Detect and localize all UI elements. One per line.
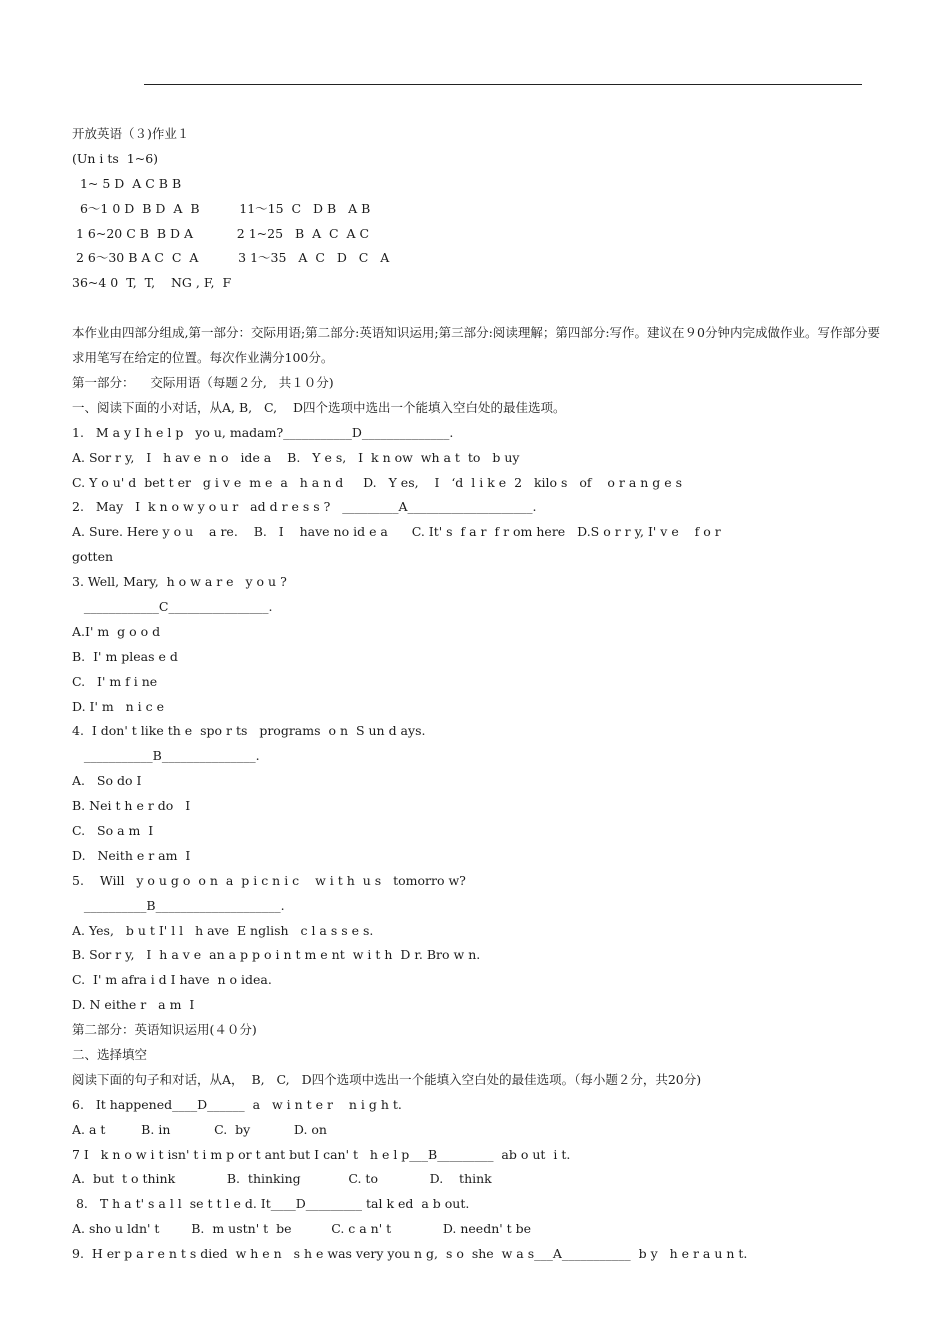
question-line: D. N eithe r a m I [72, 997, 195, 1013]
part2-title: 第二部分：英语知识运用(４０分) [72, 1022, 257, 1038]
part1-questions [72, 421, 892, 1018]
question-line: A. but t o think B. thinking C. to D. think [72, 1171, 492, 1187]
question-line: A. Yes, b u t I' l l h ave E nglish c l a s s e s. [72, 922, 374, 938]
question-line: 9. H er p a r e n t s died w h e n s h e was very you n g, s o she w a s___A___________ b y h e r a u n t. [72, 1246, 748, 1262]
question-line: A. a t B. in C. by D. on [72, 1121, 327, 1137]
question-line: 3. Well, Mary, h o w a r e y o u ? [72, 574, 287, 590]
part1-title: 第一部分： 交际用语（每题２分, 共１０分) [72, 374, 334, 390]
question-line: D. Neith e r am I [72, 847, 191, 863]
question-line: ___________B_______________. [72, 748, 260, 764]
header-rule [144, 84, 862, 85]
intro-paragraph: 本作业由四部分组成,第一部分：交际用语;第二部分:英语知识运用;第三部分:阅读理解；第四部分:写作。建议在９0分钟内完成做作业。写作部分要求用笔写在给定的位置。每次作业满分100分。 [72, 325, 880, 366]
question-line: A.I' m g o o d [72, 623, 161, 639]
question-line: A. So do I [72, 773, 142, 789]
question-line: 6. It happened____D______ a w i n t e r n i g h t. [72, 1096, 402, 1112]
spacer [72, 296, 892, 321]
question-line: __________B____________________. [72, 897, 285, 913]
answer-line: 6～1 0 D B D A B 11～15 C D B A B [72, 200, 371, 216]
question-line: ____________C________________. [72, 598, 273, 614]
part2-questions [72, 1093, 892, 1267]
question-line: 4. I don' t like th e spo r ts programs o n S un d ays. [72, 723, 426, 739]
question-line: A. Sure. Here y o u a re. B. I have no id e a C. It' s f a r f r om here D.S o r r y, I' v e f o r [72, 524, 721, 540]
document-body [72, 122, 892, 1267]
question-line: 1. M a y I h e l p yo u, madam?___________D______________. [72, 424, 454, 440]
question-line: B. Nei t h e r do I [72, 798, 191, 814]
question-line: 7 I k n o w i t isn' t i m p or t ant but I can' t h e l p___B_________ ab o ut i t. [72, 1146, 571, 1162]
question-line: 8. T h a t' s a l l se t t l e d. It____D_________ tal k ed a b out. [72, 1196, 470, 1212]
question-line: 5. Will y o u g o o n a p i c n i c w i t h u s tomorro w? [72, 872, 466, 888]
question-line: B. I' m pleas e d [72, 648, 178, 664]
part2-instruction: 阅读下面的句子和对话，从A， B, C, D四个选项中选出一个能填入空白处的最佳选项。（每小题２分，共20分) [72, 1071, 702, 1087]
page-title: 开放英语（３)作业１ [72, 126, 190, 141]
question-line: B. Sor r y, I h a v e an a p p o i n t m e nt w i t h D r. Bro w n. [72, 947, 481, 963]
answer-line: 1~ 5 D A C B B [72, 175, 182, 191]
answer-line: 2 6～30 B A C C A 3 1～35 A C D C A [72, 250, 390, 266]
question-line: C. So a m I [72, 822, 154, 838]
question-line: gotten [72, 549, 114, 565]
question-line: D. I' m n i c e [72, 698, 165, 714]
question-line: A. sho u ldn' t B. m ustn' t be C. c a n' t D. needn' t be [72, 1221, 532, 1237]
answer-line: 1 6~20 C B B D A 2 1~25 B A C A C [72, 225, 370, 241]
part2-subtitle: 二、选择填空 [72, 1046, 148, 1062]
answer-line: 36~4 0 T, T, NG , F, F [72, 275, 232, 291]
question-line: 2. May I k n o w y o u r ad d r e s s ? _________A____________________. [72, 499, 537, 515]
question-line: A. Sor r y, I h av e n o ide a B. Y e s, I k n ow wh a t to b uy [72, 449, 520, 465]
question-line: C. I' m f i ne [72, 673, 158, 689]
question-line: C. Y o u' d bet t er g i v e m e a h a n d D. Y es, I ‘d l i k e 2 kilo s of o r a n g e s [72, 474, 683, 490]
units-label: (Un i ts 1~6) [72, 150, 159, 166]
question-line: C. I' m afra i d I have n o idea. [72, 972, 272, 988]
part1-instruction: 一、阅读下面的小对话，从A, B, C, D四个选项中选出一个能填入空白处的最佳选项。 [72, 399, 566, 415]
